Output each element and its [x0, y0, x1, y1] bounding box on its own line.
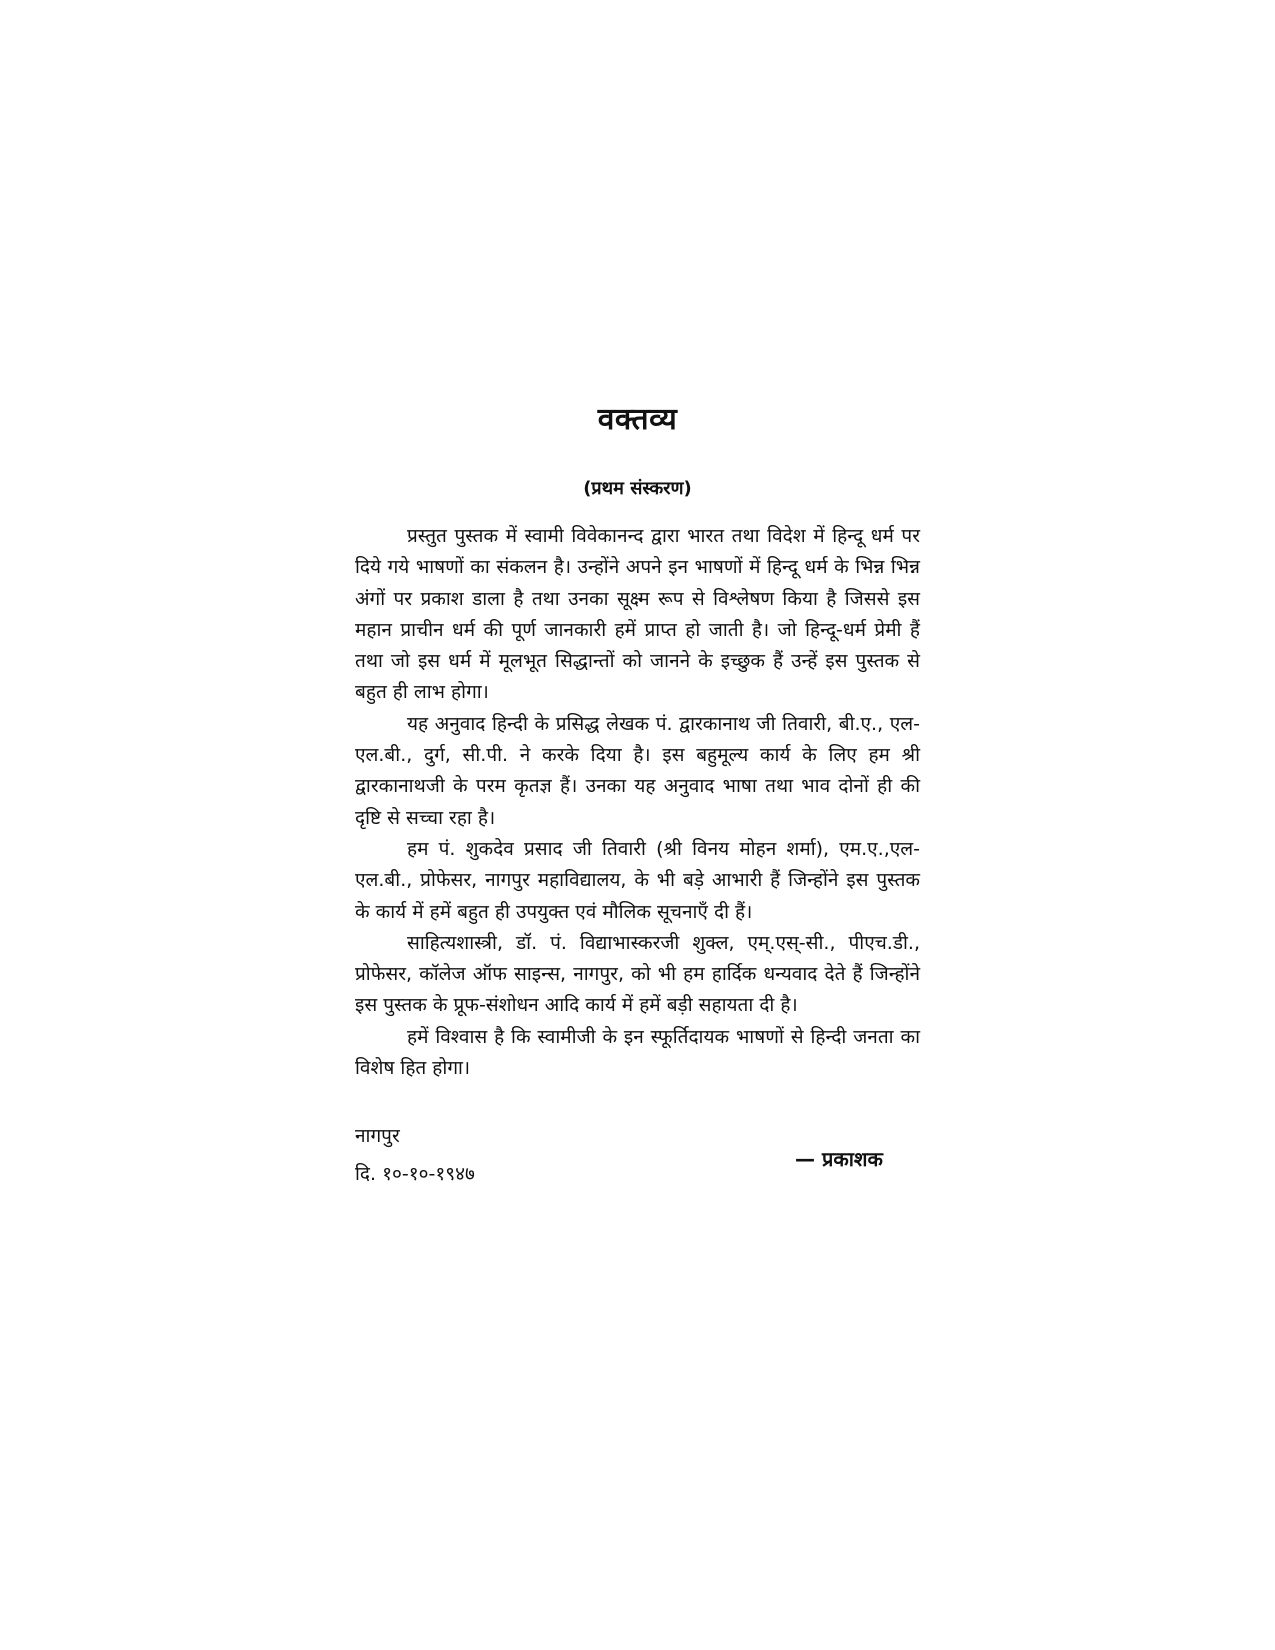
publisher-signature: — प्रकाशक: [795, 1147, 883, 1171]
paragraph-1: प्रस्तुत पुस्तक में स्वामी विवेकानन्द द्वारा भारत तथा विदेश में हिन्दू धर्म पर दिये गये भाषणों का संकलन है। उन्होंने अपने इन भाषणों में हिन्दू धर्म के भिन्न भिन्न अंगों पर प्रकाश डाला है तथा उनका सूक्ष्म रूप से विश्लेषण किया है जिससे इस महान प्राचीन धर्म की पूर्ण जानकारी हमें प्राप्त हो जाती है। जो हिन्दू-धर्म प्रेमी हैं तथा जो इस धर्म में मूलभूत सिद्धान्तों को जानने के इच्छुक हैं उन्हें इस पुस्तक से बहुत ही लाभ होगा।: [355, 525, 920, 704]
date-label: दि. १०-१०-१९४७: [355, 1163, 475, 1185]
paragraph-5: हमें विश्वास है कि स्वामीजी के इन स्फूर्तिदायक भाषणों से हिन्दी जनता का विशेष हित होगा।: [355, 1025, 920, 1080]
edition-subtitle: (प्रथम संस्करण): [583, 478, 692, 499]
page-title: वक्तव्य: [597, 402, 678, 437]
paragraph-2: यह अनुवाद हिन्दी के प्रसिद्ध लेखक पं. द्वारकानाथ जी तिवारी, बी.ए., एल-एल.बी., दुर्ग, सी.पी. ने करके दिया है। इस बहुमूल्य कार्य के लिए हम श्री द्वारकानाथजी के परम कृतज्ञ हैं। उनका यह अनुवाद भाषा तथा भाव दोनों ही की दृष्टि से सच्चा रहा है।: [355, 712, 920, 829]
statement-body: [355, 521, 920, 1084]
paragraph-3: हम पं. शुकदेव प्रसाद जी तिवारी (श्री विनय मोहन शर्मा), एम.ए.,एल-एल.बी., प्रोफेसर, नागपुर महाविद्यालय, के भी बड़े आभारी हैं जिन्होंने इस पुस्तक के कार्य में हमें बहुत ही उपयुक्त एवं मौलिक सूचनाएँ दी हैं।: [355, 837, 920, 923]
paragraph-4: साहित्यशास्त्री, डॉ. पं. विद्याभास्करजी शुक्ल, एम्.एस्-सी., पीएच.डी., प्रोफेसर, कॉलेज ऑफ साइन्स, नागपुर, को भी हम हार्दिक धन्यवाद देते हैं जिन्होंने इस पुस्तक के प्रूफ-संशोधन आदि कार्य में हमें बड़ी सहायता दी है।: [355, 931, 920, 1017]
place-label: नागपुर: [355, 1125, 400, 1147]
